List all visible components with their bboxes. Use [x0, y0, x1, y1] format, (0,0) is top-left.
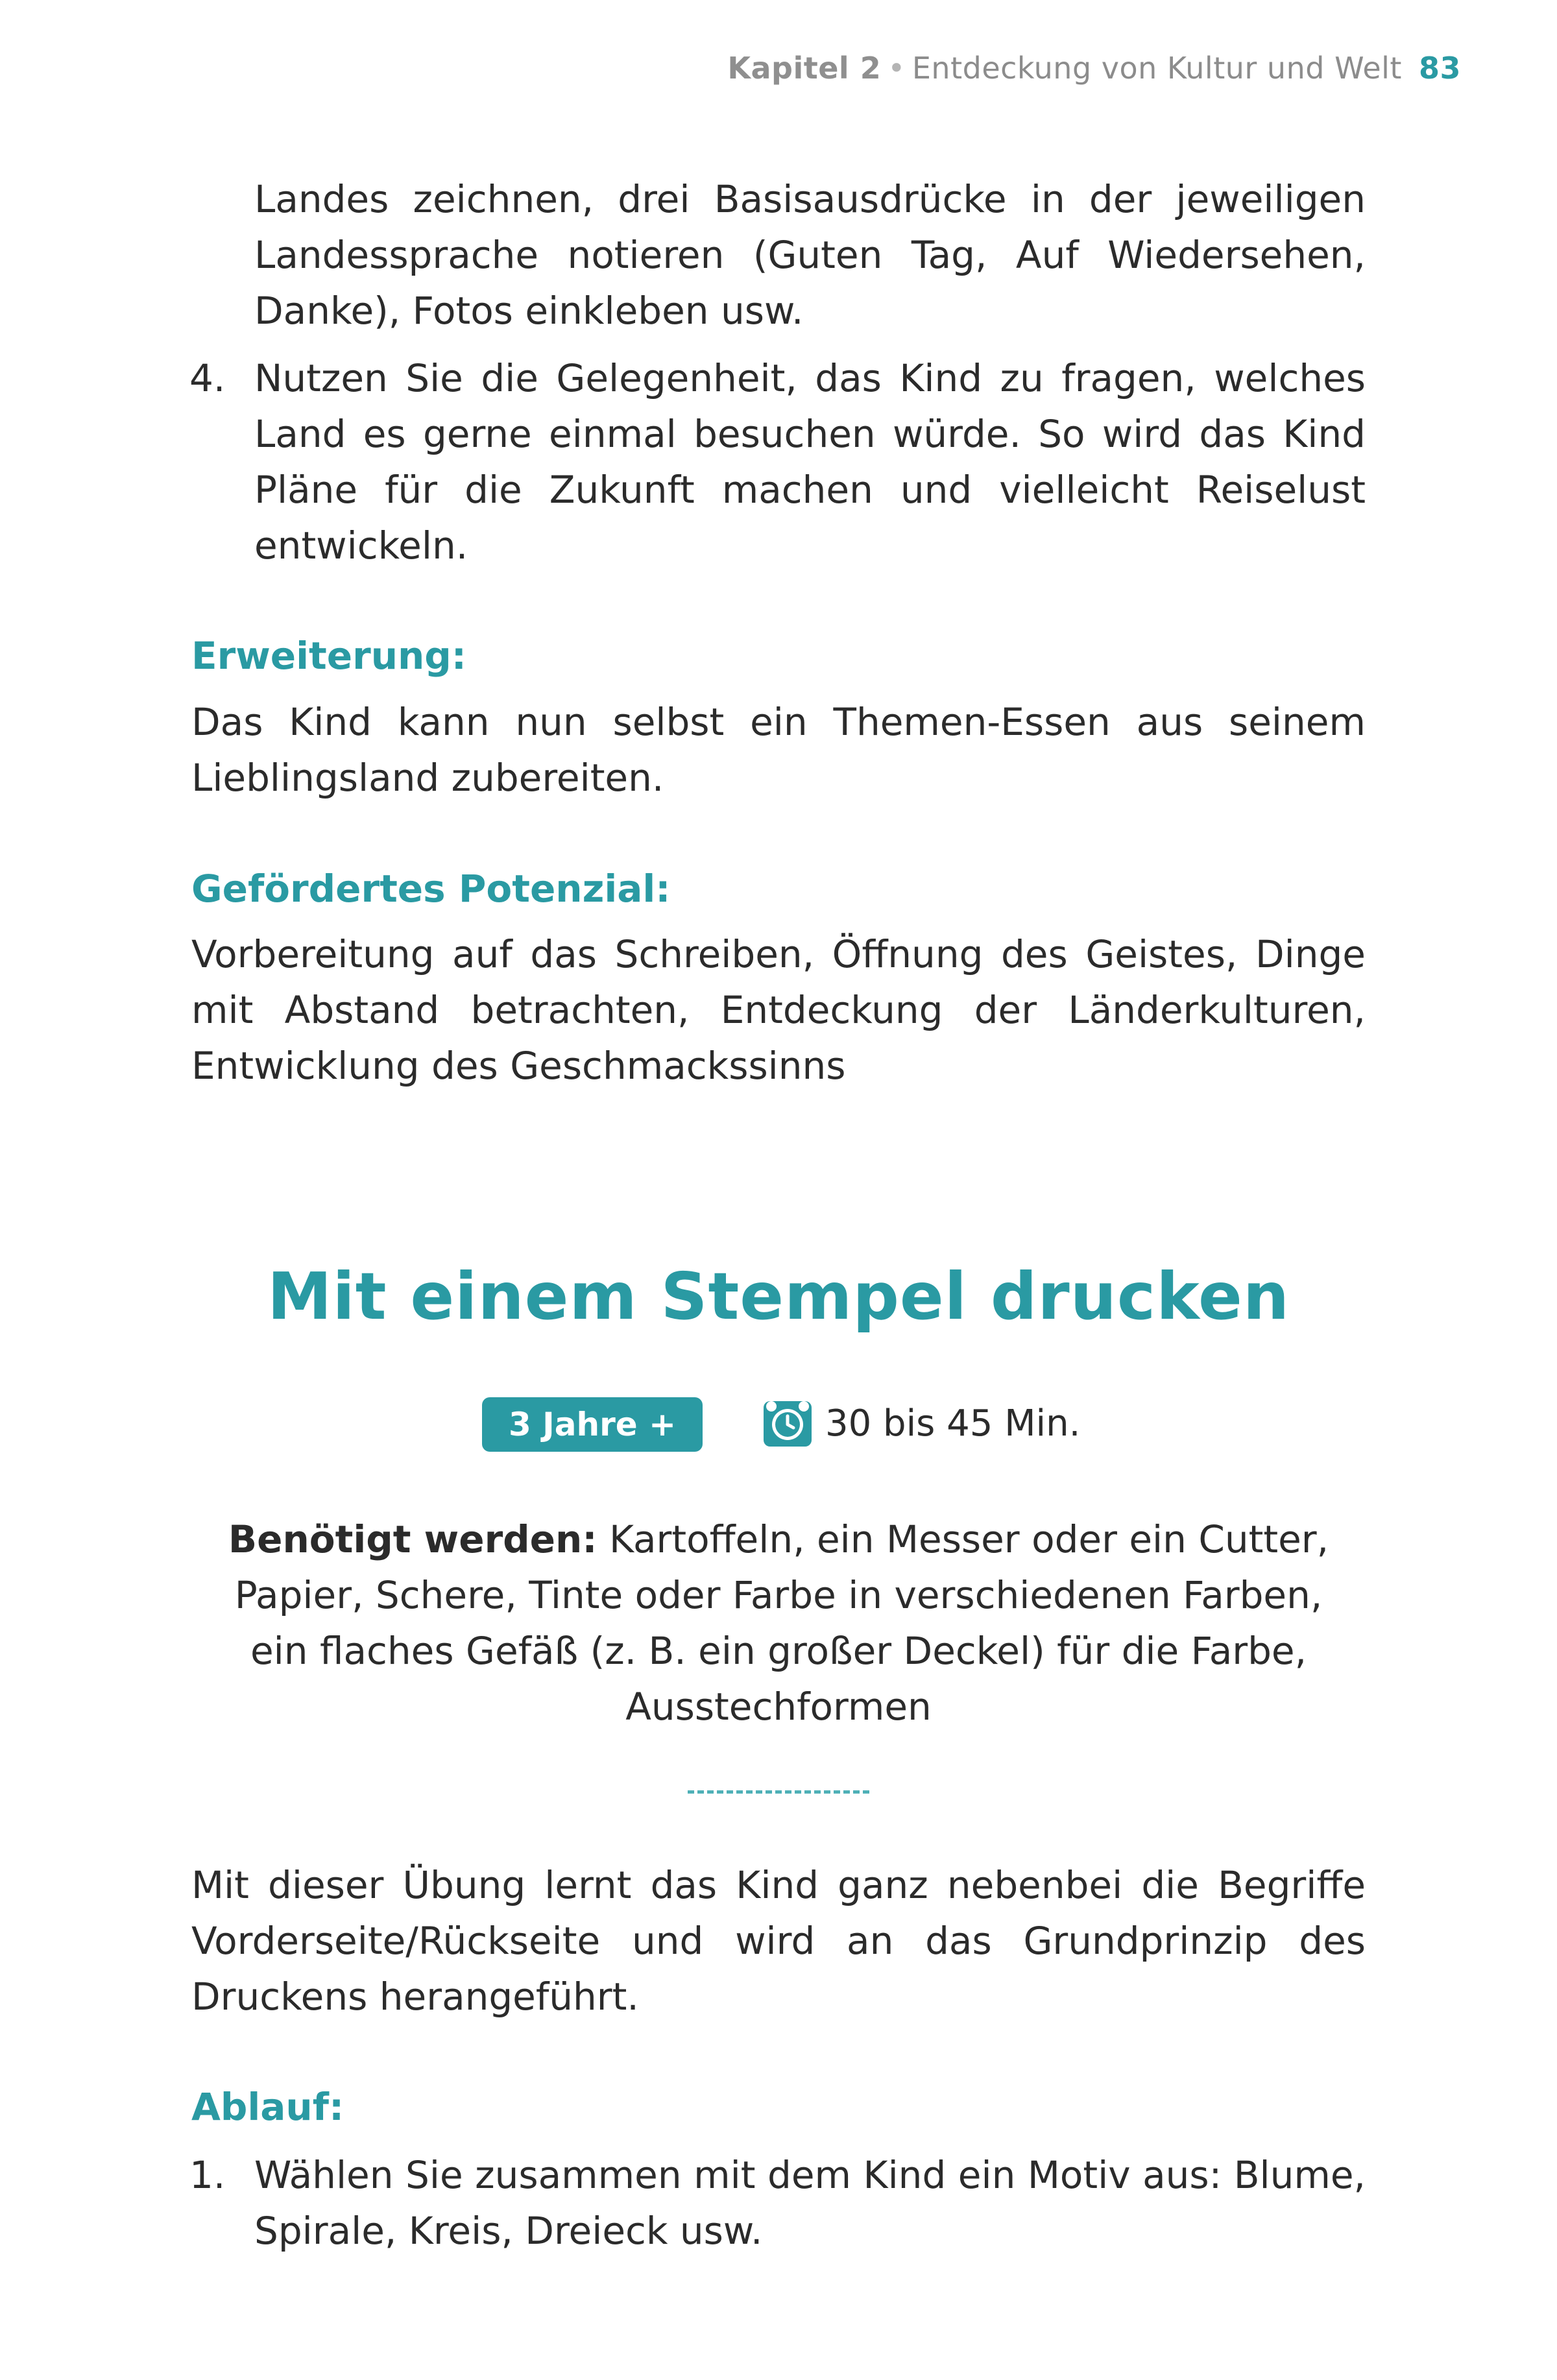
- activity-title: Mit einem Stempel drucken: [267, 1258, 1290, 1334]
- step3-continuation: Landes zeichnen, drei Basisausdrücke in der jeweiligen Landessprache notieren (Guten Tag, Auf Wiedersehen, Danke), Fotos einkleben usw.: [254, 177, 1366, 333]
- age-badge: 3 Jahre +: [482, 1397, 703, 1452]
- running-header: [727, 51, 1461, 86]
- header-separator: •: [887, 51, 906, 86]
- list-item-4: [189, 350, 1366, 573]
- page-number: 83: [1418, 51, 1461, 86]
- potenzial-text: Vorbereitung auf das Schreiben, Öffnung des Geistes, Dinge mit Abstand betrachten, Entdeckung der Länderkulturen, Entwicklung des Geschmackssinns: [191, 932, 1366, 1088]
- activity-meta: [0, 1395, 1557, 1453]
- section-title: Entdeckung von Kultur und Welt: [911, 51, 1402, 86]
- list-item-text: Nutzen Sie die Gelegenheit, das Kind zu fragen, welches Land es gerne einmal besuchen würde. So wird das Kind Pläne für die Zukunft machen und vielleicht Reiselust entwickeln.: [254, 356, 1366, 568]
- erweiterung-text: Das Kind kann nun selbst ein Themen-Essen aus seinem Lieblingsland zubereiten.: [191, 700, 1366, 800]
- list-item-text: Wählen Sie zusammen mit dem Kind ein Motiv aus: Blume, Spirale, Kreis, Dreieck usw.: [254, 2153, 1366, 2253]
- alarm-clock-icon: [762, 1397, 813, 1448]
- materials-block: [221, 1511, 1336, 1735]
- duration-text: 30 bis 45 Min.: [825, 1402, 1081, 1445]
- activity-intro: Mit dieser Übung lernt das Kind ganz nebenbei die Begriffe Vorderseite/Rückseite und wird an das Grundprinzip des Druckens herangeführt.: [191, 1863, 1366, 2019]
- ablauf-heading: Ablauf:: [191, 2085, 344, 2129]
- list-number: 1.: [189, 2153, 226, 2197]
- erweiterung-heading: Erweiterung:: [191, 634, 466, 678]
- list-item-1: [189, 2147, 1366, 2259]
- materials-text: Kartoffeln, ein Messer oder ein Cutter, Papier, Schere, Tinte oder Farbe in verschiedenen Farben, ein flaches Gefäß (z. B. ein großer Deckel) für die Farbe, Ausstechformen: [234, 1517, 1329, 1729]
- list-number: 4.: [189, 356, 226, 400]
- potenzial-heading: Gefördertes Potenzial:: [191, 867, 671, 911]
- section-divider: [688, 1790, 869, 1794]
- chapter-label: Kapitel 2: [727, 51, 882, 86]
- materials-label: Benötigt werden:: [228, 1517, 597, 1561]
